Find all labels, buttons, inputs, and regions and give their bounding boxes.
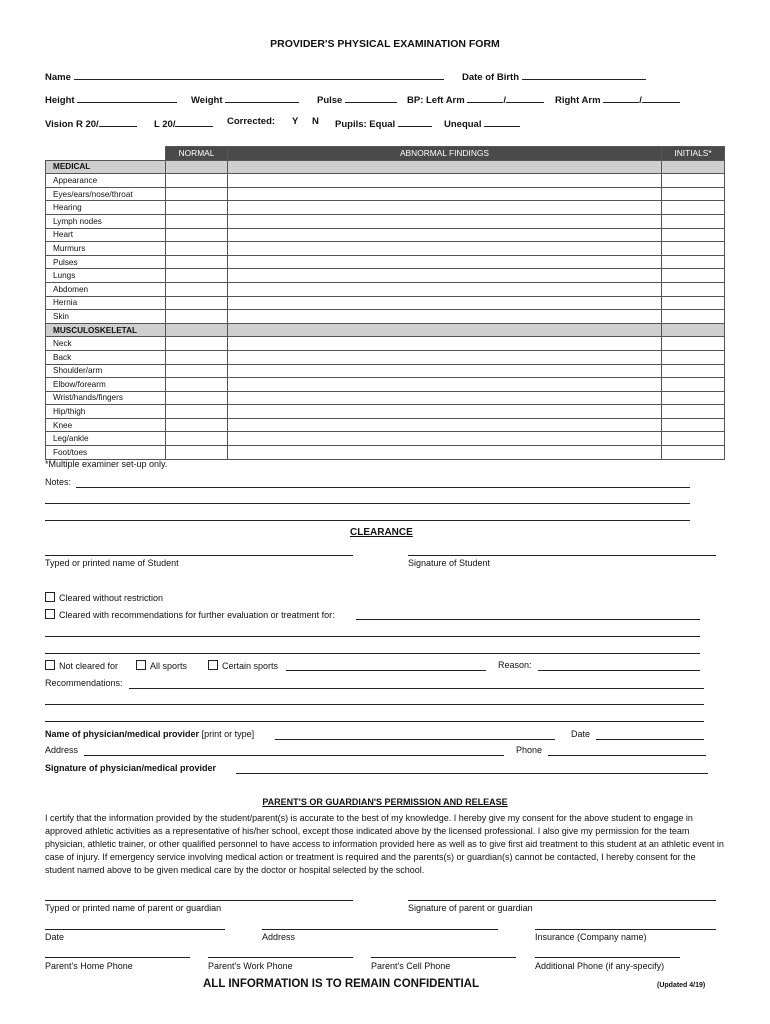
exam-item-label: Appearance (46, 174, 166, 188)
abnormal-findings-cell[interactable] (228, 337, 662, 351)
table-row (46, 282, 725, 296)
initials-cell[interactable] (662, 242, 725, 256)
physician-address-line[interactable] (84, 755, 504, 756)
section-blank-cell (662, 323, 725, 337)
pupils-unequal-input[interactable] (484, 116, 520, 127)
abnormal-findings-cell[interactable] (228, 350, 662, 364)
height-input[interactable] (77, 92, 177, 103)
initials-cell[interactable] (662, 378, 725, 392)
insurance-label: Insurance (Company name) (535, 932, 647, 942)
section-blank-cell (166, 323, 228, 337)
table-row (46, 174, 725, 188)
weight-field: Weight (191, 92, 299, 106)
bp-right-sys-input[interactable] (603, 92, 639, 103)
dob-field-label: Date of Birth (462, 69, 646, 83)
initials-cell[interactable] (662, 282, 725, 296)
table-row (46, 432, 725, 446)
initials-cell[interactable] (662, 174, 725, 188)
initials-cell[interactable] (662, 310, 725, 324)
initials-cell[interactable] (662, 364, 725, 378)
normal-cell[interactable] (166, 228, 228, 242)
cell-phone-label: Parent's Cell Phone (371, 961, 451, 971)
parent-name-label: Typed or printed name of parent or guardian (45, 903, 222, 913)
exam-item-label: Eyes/ears/nose/throat (46, 187, 166, 201)
insurance-line[interactable] (535, 929, 716, 930)
right-arm-field: Right Arm / (555, 92, 680, 106)
bp-left-sys-input[interactable] (467, 92, 503, 103)
table-row (46, 391, 725, 405)
recommendations-line-2[interactable] (45, 704, 704, 705)
normal-cell[interactable] (166, 187, 228, 201)
bp-right-dia-input[interactable] (642, 92, 680, 103)
initials-cell[interactable] (662, 269, 725, 283)
reason-label: Reason: (498, 660, 532, 670)
abnormal-findings-cell[interactable] (228, 310, 662, 324)
initials-cell[interactable] (662, 446, 725, 460)
table-row (46, 201, 725, 215)
clearance-line-2[interactable] (45, 636, 700, 637)
initials-cell[interactable] (662, 405, 725, 419)
physician-date-line[interactable] (596, 739, 704, 740)
all-sports-checkbox[interactable] (136, 660, 146, 670)
home-phone-label: Parent's Home Phone (45, 961, 133, 971)
permission-heading: PARENT'S OR GUARDIAN'S PERMISSION AND RELEASE (262, 797, 508, 807)
table-row (46, 214, 725, 228)
abnormal-findings-cell[interactable] (228, 391, 662, 405)
pulse-field: Pulse (317, 92, 397, 106)
initials-cell[interactable] (662, 391, 725, 405)
section-blank-cell (662, 160, 725, 174)
section-label: MUSCULOSKELETAL (46, 323, 166, 337)
section-label: MEDICAL (46, 160, 166, 174)
all-sports-option: All sports (136, 660, 187, 671)
normal-cell[interactable] (166, 337, 228, 351)
bp-left-field: BP: Left Arm / (407, 92, 544, 106)
form-title: PROVIDER'S PHYSICAL EXAMINATION FORM (270, 38, 500, 50)
vision-left-field: L 20/ (154, 116, 213, 130)
abnormal-findings-cell[interactable] (228, 201, 662, 215)
abnormal-findings-cell[interactable] (228, 296, 662, 310)
exam-item-label: Abdomen (46, 282, 166, 296)
notes-label: Notes: (45, 477, 72, 487)
clearance-line-3[interactable] (45, 653, 700, 654)
initials-cell[interactable] (662, 418, 725, 432)
height-field: Height (45, 92, 177, 106)
normal-cell[interactable] (166, 446, 228, 460)
table-row (46, 337, 725, 351)
exam-item-label: Murmurs (46, 242, 166, 256)
abnormal-findings-cell[interactable] (228, 418, 662, 432)
pupils-unequal-field: Unequal (444, 116, 520, 130)
cleared-without-checkbox[interactable] (45, 592, 55, 602)
abnormal-findings-cell[interactable] (228, 269, 662, 283)
normal-cell[interactable] (166, 418, 228, 432)
cleared-with-line[interactable] (356, 619, 700, 620)
normal-cell[interactable] (166, 201, 228, 215)
abnormal-findings-cell[interactable] (228, 214, 662, 228)
table-row (46, 242, 725, 256)
vision-right-input[interactable] (99, 116, 137, 127)
initials-cell[interactable] (662, 214, 725, 228)
normal-cell[interactable] (166, 364, 228, 378)
pupils-equal-input[interactable] (398, 116, 432, 127)
table-row (46, 405, 725, 419)
certain-sports-checkbox[interactable] (208, 660, 218, 670)
initials-cell[interactable] (662, 228, 725, 242)
abnormal-findings-cell[interactable] (228, 432, 662, 446)
exam-item-label: Heart (46, 228, 166, 242)
pulse-input[interactable] (345, 92, 397, 103)
initials-cell[interactable] (662, 296, 725, 310)
not-cleared-option: Not cleared for (45, 660, 118, 671)
student-name-label: Typed or printed name of Student (45, 558, 179, 568)
parent-date-line[interactable] (45, 929, 225, 930)
initials-cell[interactable] (662, 432, 725, 446)
exam-item-label: Wrist/hands/fingers (46, 391, 166, 405)
physician-date-label: Date (571, 729, 591, 739)
corrected-no[interactable]: N (312, 116, 319, 127)
notes-line-3[interactable] (45, 520, 690, 521)
table-row (46, 228, 725, 242)
abnormal-findings-cell[interactable] (228, 255, 662, 269)
parent-signature-line[interactable] (408, 900, 716, 901)
parent-date-label: Date (45, 932, 65, 942)
abnormal-findings-cell[interactable] (228, 364, 662, 378)
weight-input[interactable] (225, 92, 299, 103)
cleared-without-option: Cleared without restriction (45, 592, 163, 603)
normal-cell[interactable] (166, 405, 228, 419)
exam-item-label: Lymph nodes (46, 214, 166, 228)
exam-item-label: Neck (46, 337, 166, 351)
cleared-with-checkbox[interactable] (45, 609, 55, 619)
section-blank-cell (166, 160, 228, 174)
exam-item-label: Lungs (46, 269, 166, 283)
confidential-notice: ALL INFORMATION IS TO REMAIN CONFIDENTIAL (203, 978, 479, 990)
student-name-line[interactable] (45, 555, 353, 556)
normal-cell[interactable] (166, 174, 228, 188)
physician-signature-label: Signature of physician/medical provider (45, 763, 217, 773)
normal-cell[interactable] (166, 242, 228, 256)
exam-item-label: Leg/ankle (46, 432, 166, 446)
home-phone-line[interactable] (45, 957, 190, 958)
work-phone-label: Parent's Work Phone (208, 961, 293, 971)
table-row (46, 364, 725, 378)
cleared-with-option: Cleared with recommendations for further evaluation or treatment for: (45, 609, 335, 620)
normal-cell[interactable] (166, 432, 228, 446)
exam-item-label: Foot/toes (46, 446, 166, 460)
exam-item-label: Pulses (46, 255, 166, 269)
table-row (46, 187, 725, 201)
abnormal-findings-cell[interactable] (228, 282, 662, 296)
corrected-label: Corrected: (227, 116, 276, 127)
clearance-heading: CLEARANCE (350, 527, 413, 538)
cell-phone-line[interactable] (371, 957, 516, 958)
initials-cell[interactable] (662, 255, 725, 269)
col-header-normal: NORMAL (166, 147, 228, 161)
recommendations-label: Recommendations: (45, 678, 123, 688)
initials-cell[interactable] (662, 337, 725, 351)
physician-signature-line[interactable] (236, 773, 708, 774)
initials-cell[interactable] (662, 201, 725, 215)
exam-item-label: Knee (46, 418, 166, 432)
normal-cell[interactable] (166, 214, 228, 228)
notes-line-1[interactable] (76, 487, 690, 488)
initials-cell[interactable] (662, 187, 725, 201)
exam-item-label: Skin (46, 310, 166, 324)
vision-field: Vision R 20/ (45, 116, 137, 130)
physician-name-label: Name of physician/medical provider [print or type] (45, 729, 255, 739)
normal-cell[interactable] (166, 391, 228, 405)
normal-cell[interactable] (166, 255, 228, 269)
abnormal-findings-cell[interactable] (228, 174, 662, 188)
table-row (46, 269, 725, 283)
exam-item-label: Hip/thigh (46, 405, 166, 419)
student-signature-line[interactable] (408, 555, 716, 556)
student-signature-label: Signature of Student (408, 558, 491, 568)
certain-sports-line[interactable] (286, 670, 486, 671)
exam-table (45, 146, 725, 460)
table-row (46, 350, 725, 364)
table-row (46, 446, 725, 460)
physician-address-label: Address (45, 745, 79, 755)
col-header-blank (46, 147, 166, 161)
table-section-row (46, 323, 725, 337)
bp-left-dia-input[interactable] (506, 92, 544, 103)
abnormal-findings-cell[interactable] (228, 378, 662, 392)
certain-sports-option: Certain sports (208, 660, 278, 671)
abnormal-findings-cell[interactable] (228, 228, 662, 242)
physician-phone-line[interactable] (548, 755, 706, 756)
table-row (46, 378, 725, 392)
physician-phone-label: Phone (516, 745, 543, 755)
section-blank-cell (228, 160, 662, 174)
exam-item-label: Hearing (46, 201, 166, 215)
table-row (46, 310, 725, 324)
abnormal-findings-cell[interactable] (228, 242, 662, 256)
parent-name-line[interactable] (45, 900, 353, 901)
parent-signature-label: Signature of parent or guardian (408, 903, 533, 913)
notes-line-2[interactable] (45, 503, 690, 504)
permission-text: I certify that the information provided by the student/parent(s) is accurate to the best of my knowledge. I hereby give my consent for the above student to engage in approved athletic activities as a representative of his/her school, except those indicated above by the licensed professional. I also give my permission for the team physician, athletic trainer, or other qualified personnel to have access to information provided here as well as to give first aid treatment to this student at an athletic event in case of injury. If emergency service involving medical action or treatment is required and the parents(s) or guardian(s) cannot be contacted, I hereby consent for the student named above to be given medical care by the doctor or hospital selected by the school. (45, 813, 724, 875)
dob-input[interactable] (522, 69, 646, 80)
section-blank-cell (228, 323, 662, 337)
abnormal-findings-cell[interactable] (228, 446, 662, 460)
reason-line[interactable] (538, 670, 700, 671)
table-section-row (46, 160, 725, 174)
initials-cell[interactable] (662, 350, 725, 364)
normal-cell[interactable] (166, 378, 228, 392)
additional-phone-label: Additional Phone (if any-specify) (535, 961, 665, 971)
normal-cell[interactable] (166, 296, 228, 310)
pupils-equal-field: Pupils: Equal (335, 116, 432, 130)
corrected-yes[interactable]: Y (292, 116, 299, 127)
parent-address-label: Address (262, 932, 296, 942)
table-row (46, 255, 725, 269)
col-header-abnormal: ABNORMAL FINDINGS (228, 147, 662, 161)
physician-name-line[interactable] (275, 739, 555, 740)
not-cleared-checkbox[interactable] (45, 660, 55, 670)
abnormal-findings-cell[interactable] (228, 405, 662, 419)
updated-date: (Updated 4/19) (657, 982, 706, 989)
name-input[interactable] (74, 69, 444, 80)
parent-address-line[interactable] (262, 929, 498, 930)
exam-item-label: Shoulder/arm (46, 364, 166, 378)
vision-left-input[interactable] (175, 116, 213, 127)
exam-item-label: Hernia (46, 296, 166, 310)
normal-cell[interactable] (166, 269, 228, 283)
additional-phone-line[interactable] (535, 957, 680, 958)
table-row (46, 418, 725, 432)
abnormal-findings-cell[interactable] (228, 187, 662, 201)
recommendations-line-3[interactable] (45, 721, 704, 722)
footnote: *Multiple examiner set-up only. (45, 459, 168, 469)
name-field-label: Name (45, 69, 444, 83)
normal-cell[interactable] (166, 282, 228, 296)
recommendations-line-1[interactable] (129, 688, 704, 689)
exam-item-label: Back (46, 350, 166, 364)
normal-cell[interactable] (166, 310, 228, 324)
exam-item-label: Elbow/forearm (46, 378, 166, 392)
work-phone-line[interactable] (208, 957, 353, 958)
normal-cell[interactable] (166, 350, 228, 364)
col-header-initials: INITIALS* (662, 147, 725, 161)
table-row (46, 296, 725, 310)
